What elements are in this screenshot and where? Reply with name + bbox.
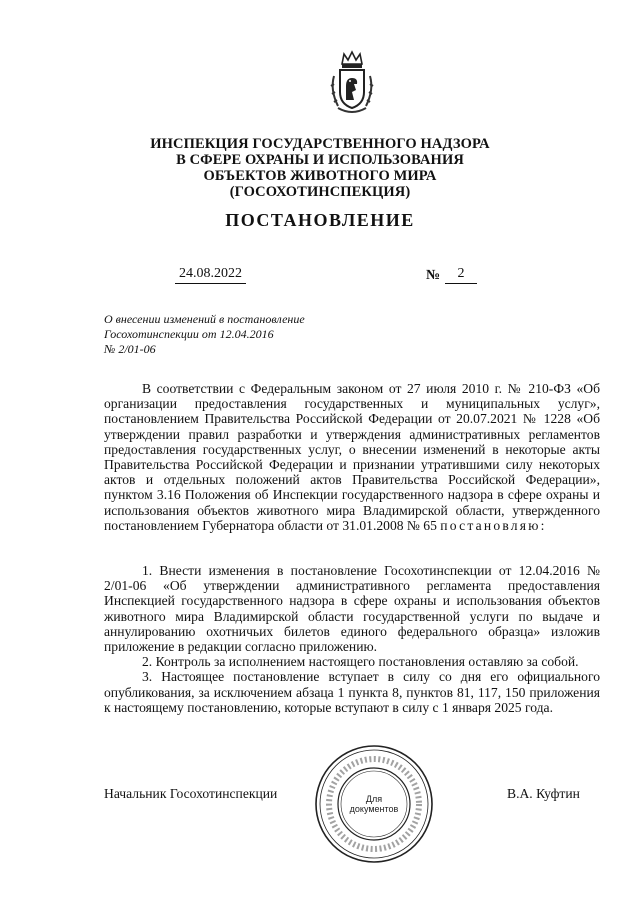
preamble-paragraph <box>104 381 600 533</box>
preamble-text: В соответствии с Федеральным законом от 27 июля 2010 г. № 210-ФЗ «Об организации предоставления государственных и муниципальных услуг», постановлением Правительства Российской Федерации от 20.07.2021 № 1228 «Об утверждении правил разработки и утверждения административных регламентов предоставления государственных услуг, о внесении изменений в некоторые акты Правительства Российской Федерации и признании утратившими силу некоторых актов и отдельных положений актов Правительства Российской Федерации», пунктом 3.16 Положения об Инспекции государственного надзора в сфере охраны и использования объектов животного мира Владимирской области, утвержденного постановлением Губернатора области от 31.01.2008 № 65 <box>104 381 600 533</box>
document-number: 2 <box>445 266 477 284</box>
resolution-item-3: 3. Настоящее постановление вступает в силу со дня его официального опубликования, за исключением абзаца 1 пункта 8, пунктов 81, 117, 150 приложения к настоящему постановлению, которые вступают в силу с 1 января 2025 года. <box>104 669 600 715</box>
resolve-word: постановляю: <box>440 517 547 533</box>
document-subject <box>104 312 305 357</box>
subject-line-3: № 2/01-06 <box>104 342 156 356</box>
document-number-label: № <box>426 268 441 283</box>
seal-center-text <box>313 794 435 814</box>
org-line-4: (ГОСОХОТИНСПЕКЦИЯ) <box>229 184 411 200</box>
signatory-position: Начальник Госохотинспекции <box>104 786 278 801</box>
org-line-1: ИНСПЕКЦИЯ ГОСУДАРСТВЕННОГО НАДЗОРА <box>150 136 490 152</box>
org-line-2: В СФЕРЕ ОХРАНЫ И ИСПОЛЬЗОВАНИЯ <box>176 152 464 168</box>
seal-line-2: документов <box>349 804 399 814</box>
subject-line-1: О внесении изменений в постановление <box>104 312 305 326</box>
org-line-3: ОБЪЕКТОВ ЖИВОТНОГО МИРА <box>203 168 437 184</box>
official-seal-stamp <box>313 744 435 864</box>
resolution-item-2: 2. Контроль за исполнением настоящего постановления оставляю за собой. <box>142 654 579 670</box>
resolution-item-1: 1. Внести изменения в постановление Госохотинспекции от 12.04.2016 № 2/01-06 «Об утверждении административного регламента предоставления Инспекцией государственного надзора в сфере охраны и использования объектов животного мира Владимирской области государственной услуги по выдаче и аннулированию охотничьих билетов единого федерального образца» изложив приложение в редакции согласно приложению. <box>104 563 600 655</box>
signatory-name: В.А. Куфтин <box>507 786 580 801</box>
seal-line-1: Для <box>365 794 383 804</box>
coat-of-arms-emblem <box>328 50 376 116</box>
resolution-items <box>104 563 600 715</box>
document-type-title: ПОСТАНОВЛЕНИЕ <box>225 210 415 230</box>
document-date: 24.08.2022 <box>175 266 246 284</box>
subject-line-2: Госохотинспекции от 12.04.2016 <box>104 327 274 341</box>
organization-name <box>0 136 640 200</box>
